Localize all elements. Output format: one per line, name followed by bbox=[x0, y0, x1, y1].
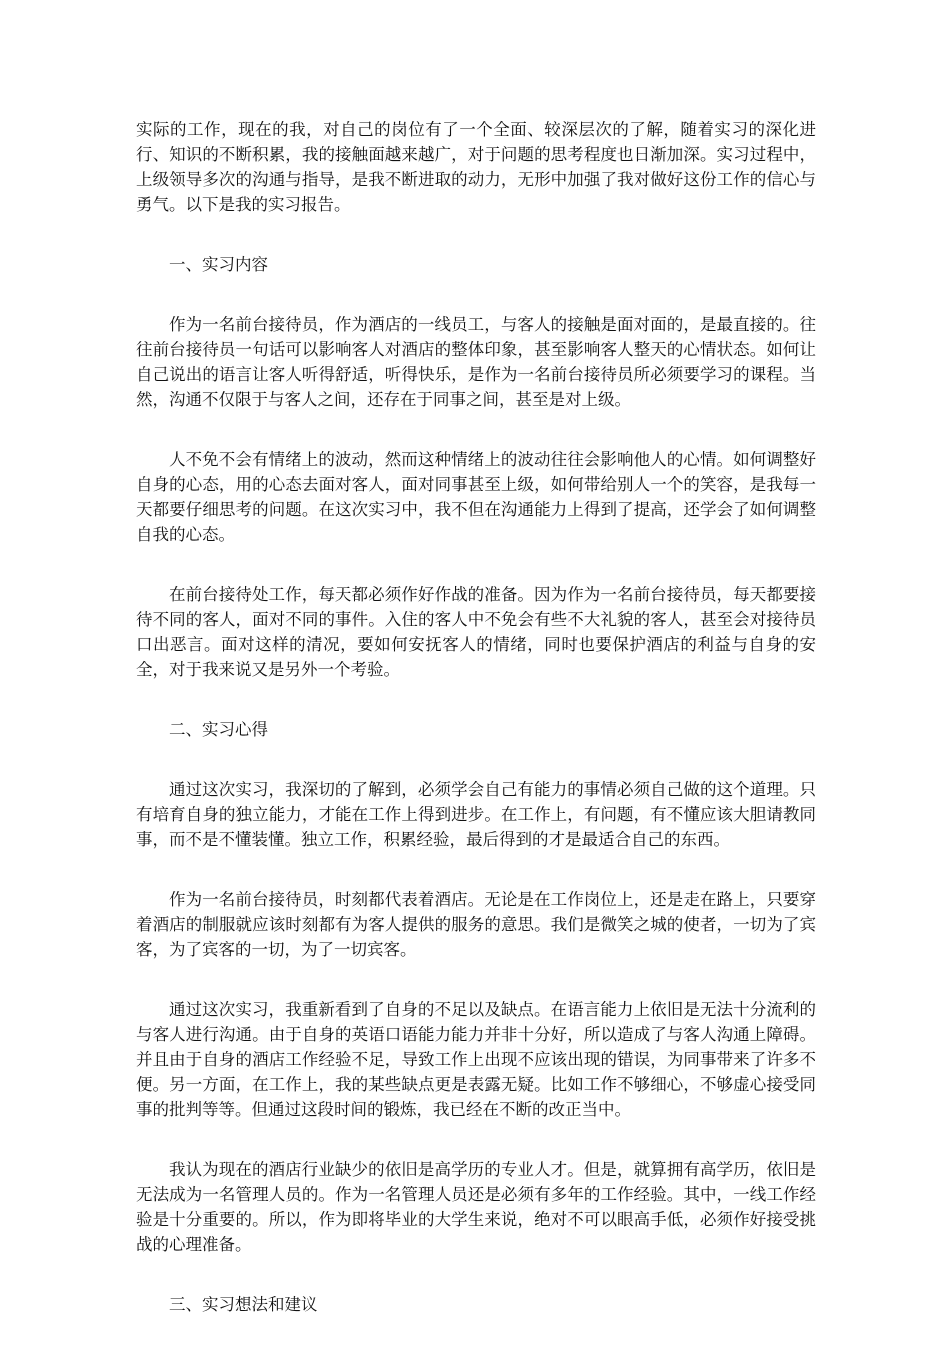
section-heading-internship-insights: 二、实习心得 bbox=[169, 720, 268, 739]
paragraph: 我认为现在的酒店行业缺少的依旧是高学历的专业人才。但是，就算拥有高学历，依旧是无法成为一名管理人员的。作为一名管理人员还是必须有多年的工作经验。其中，一线工作经验是十分重要的。所以，作为即将毕业的大学生来说，绝对不可以眼高手低，必须作好接受挑战的心理准备。 bbox=[136, 1160, 816, 1254]
intro-paragraph: 实际的工作，现在的我，对自己的岗位有了一个全面、较深层次的了解，随着实习的深化进行、知识的不断积累，我的接触面越来越广，对于问题的思考程度也日渐加深。实习过程中，上级领导多次的沟通与指导，是我不断进取的动力，无形中加强了我对做好这份工作的信心与勇气。以下是我的实习报告。 bbox=[136, 120, 816, 214]
section-heading-internship-content: 一、实习内容 bbox=[169, 255, 268, 274]
paragraph: 通过这次实习，我重新看到了自身的不足以及缺点。在语言能力上依旧是无法十分流利的与客人进行沟通。由于自身的英语口语能力能力并非十分好，所以造成了与客人沟通上障碍。并且由于自身的酒店工作经验不足，导致工作上出现不应该出现的错误，为同事带来了许多不便。另一方面，在工作上，我的某些缺点更是表露无疑。比如工作不够细心，不够虚心接受同事的批判等等。但通过这段时间的锻炼，我已经在不断的改正当中。 bbox=[136, 1000, 816, 1119]
paragraph: 通过这次实习，我深切的了解到，必须学会自己有能力的事情必须自己做的这个道理。只有培育自身的独立能力，才能在工作上得到进步。在工作上，有问题，有不懂应该大胆请教同事，而不是不懂装懂。独立工作，积累经验，最后得到的才是最适合自己的东西。 bbox=[136, 780, 816, 849]
paragraph: 人不免不会有情绪上的波动，然而这种情绪上的波动往往会影响他人的心情。如何调整好自身的心态，用的心态去面对客人，面对同事甚至上级，如何带给别人一个的笑容，是我每一天都要仔细思考的问题。在这次实习中，我不但在沟通能力上得到了提高，还学会了如何调整自我的心态。 bbox=[136, 450, 816, 544]
section-heading-thoughts-suggestions: 三、实习想法和建议 bbox=[169, 1295, 318, 1314]
paragraph: 在前台接待处工作，每天都必须作好作战的准备。因为作为一名前台接待员，每天都要接待不同的客人，面对不同的事件。入住的客人中不免会有些不大礼貌的客人，甚至会对接待员口出恶言。面对这样的清况，要如何安抚客人的情绪，同时也要保护酒店的利益与自身的安全，对于我来说又是另外一个考验。 bbox=[136, 585, 816, 679]
paragraph: 作为一名前台接待员，时刻都代表着酒店。无论是在工作岗位上，还是走在路上，只要穿着酒店的制服就应该时刻都有为客人提供的服务的意思。我们是微笑之城的使者，一切为了宾客，为了宾客的一切，为了一切宾客。 bbox=[136, 890, 816, 959]
document-body bbox=[136, 117, 816, 1352]
paragraph: 作为一名前台接待员，作为酒店的一线员工，与客人的接触是面对面的，是最直接的。往往前台接待员一句话可以影响客人对酒店的整体印象，甚至影响客人整天的心情状态。如何让自己说出的语言让客人听得舒适，听得快乐，是作为一名前台接待员所必须要学习的课程。当然，沟通不仅限于与客人之间，还存在于同事之间，甚至是对上级。 bbox=[136, 315, 816, 409]
